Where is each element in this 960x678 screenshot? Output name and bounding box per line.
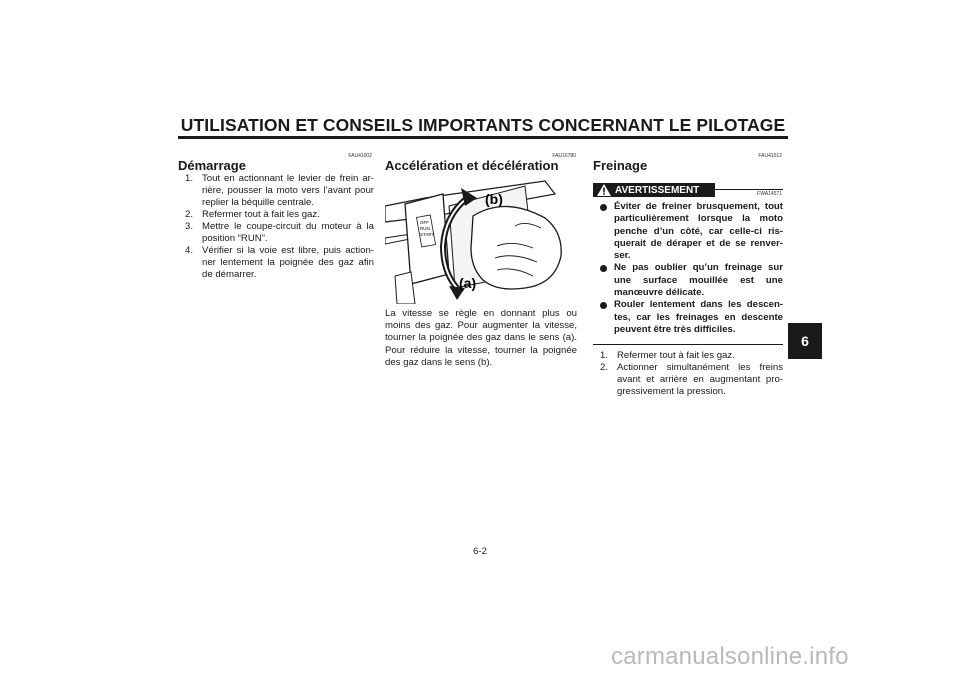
warning-triangle-icon xyxy=(593,184,615,196)
step-item xyxy=(185,209,374,221)
bullet-icon xyxy=(600,204,607,211)
bullet-icon xyxy=(600,302,607,309)
section-code-demarrage: FAU41002 xyxy=(348,153,372,159)
step-text-line: de démarrer. xyxy=(202,269,257,280)
page-header-title: UTILISATION ET CONSEILS IMPORTANTS CONCERNANT LE PILOTAGE xyxy=(180,115,786,135)
header-rule xyxy=(178,136,788,139)
step-text-line: replier la béquille centrale. xyxy=(202,197,314,208)
step-item xyxy=(185,173,374,209)
switch-label-run: RUN xyxy=(420,226,430,231)
direction-label-a: (a) xyxy=(459,275,477,291)
freinage-steps xyxy=(600,350,783,398)
watermark: carmanualsonline.info xyxy=(611,643,849,670)
step-item xyxy=(600,350,783,362)
warning-text-line: Ne pas oublier qu’un freinage sur xyxy=(614,262,783,274)
warning-text-line: Rouler lentement dans les descen- xyxy=(614,299,783,311)
step-text-line: ner lentement la poignée des gaz afin xyxy=(202,257,374,268)
demarrage-steps xyxy=(185,173,374,281)
warning-text-line: manœuvre délicate. xyxy=(614,287,705,299)
section-title-freinage: Freinage xyxy=(593,158,648,173)
warning-end-rule xyxy=(593,344,783,345)
warning-label: AVERTISSEMENT xyxy=(615,184,700,196)
warning-list xyxy=(600,201,783,336)
step-text-line: rière, pousser la moto vers l’avant pour xyxy=(202,185,374,196)
throttle-grip-illustration xyxy=(385,176,565,304)
warning-code: FWA14571 xyxy=(757,191,782,197)
paragraph-line: moins des gaz. Pour augmenter la vitesse, xyxy=(385,320,577,332)
step-number: 2. xyxy=(185,209,194,220)
warning-item xyxy=(600,262,783,299)
bullet-icon xyxy=(600,265,607,272)
step-text-line: Refermer tout à fait les gaz. xyxy=(617,350,735,361)
warning-item xyxy=(600,299,783,336)
step-text-line: avant et arrière en augmentant pro- xyxy=(617,374,783,385)
step-item xyxy=(185,245,374,281)
step-number: 2. xyxy=(600,362,609,373)
chapter-tab: 6 xyxy=(788,323,822,359)
step-number: 1. xyxy=(185,173,194,184)
page-number: 6-2 xyxy=(473,546,487,557)
paragraph-line: des gaz dans le sens (b). xyxy=(385,356,493,368)
step-text-line: Tout en actionnant le levier de frein ar- xyxy=(202,173,374,184)
paragraph-line: Pour réduire la vitesse, tourner la poignée xyxy=(385,344,577,356)
switch-label-start: START xyxy=(420,232,435,237)
warning-text-line: particulièrement lorsque la moto xyxy=(614,213,783,225)
warning-text-line: tes, car les freinages en descente xyxy=(614,311,783,323)
step-number: 1. xyxy=(600,350,609,361)
step-text-line: Actionner simultanément les freins xyxy=(617,362,783,373)
warning-text-line: une surface mouillée est une xyxy=(614,274,783,286)
section-code-acceleration: FAU16780 xyxy=(552,153,576,159)
paragraph-line: La vitesse se règle en donnant plus ou xyxy=(385,308,577,319)
acceleration-paragraph xyxy=(385,308,577,369)
step-item xyxy=(185,221,374,245)
warning-header-rule xyxy=(715,189,783,190)
section-code-freinage: FAU41012 xyxy=(758,153,782,159)
step-number: 4. xyxy=(185,245,194,256)
warning-text-line: penche d’un côté, car celle-ci ris- xyxy=(614,225,783,237)
warning-text-line: ser. xyxy=(614,250,631,262)
step-text-line: Vérifier si la voie est libre, puis action- xyxy=(202,245,374,256)
step-text-line: Refermer tout à fait les gaz. xyxy=(202,209,320,220)
step-text-line: Mettre le coupe-circuit du moteur à la xyxy=(202,221,374,232)
warning-item xyxy=(600,201,783,262)
warning-text-line: peuvent être très difficiles. xyxy=(614,323,736,335)
paragraph-line: tourner la poignée des gaz dans le sens (a). xyxy=(385,332,577,344)
section-title-demarrage: Démarrage xyxy=(178,158,246,173)
step-item xyxy=(600,362,783,398)
section-title-acceleration: Accélération et décélération xyxy=(385,158,559,173)
warning-banner xyxy=(593,183,715,197)
warning-text-line: Éviter de freiner brusquement, tout xyxy=(614,201,783,212)
direction-label-b: (b) xyxy=(485,191,503,207)
switch-label-off: OFF xyxy=(420,220,429,225)
warning-text-line: querait de déraper et de se renver- xyxy=(614,237,783,249)
step-text-line: gressivement la pression. xyxy=(617,386,726,397)
step-number: 3. xyxy=(185,221,194,232)
step-text-line: position “RUN”. xyxy=(202,233,268,244)
